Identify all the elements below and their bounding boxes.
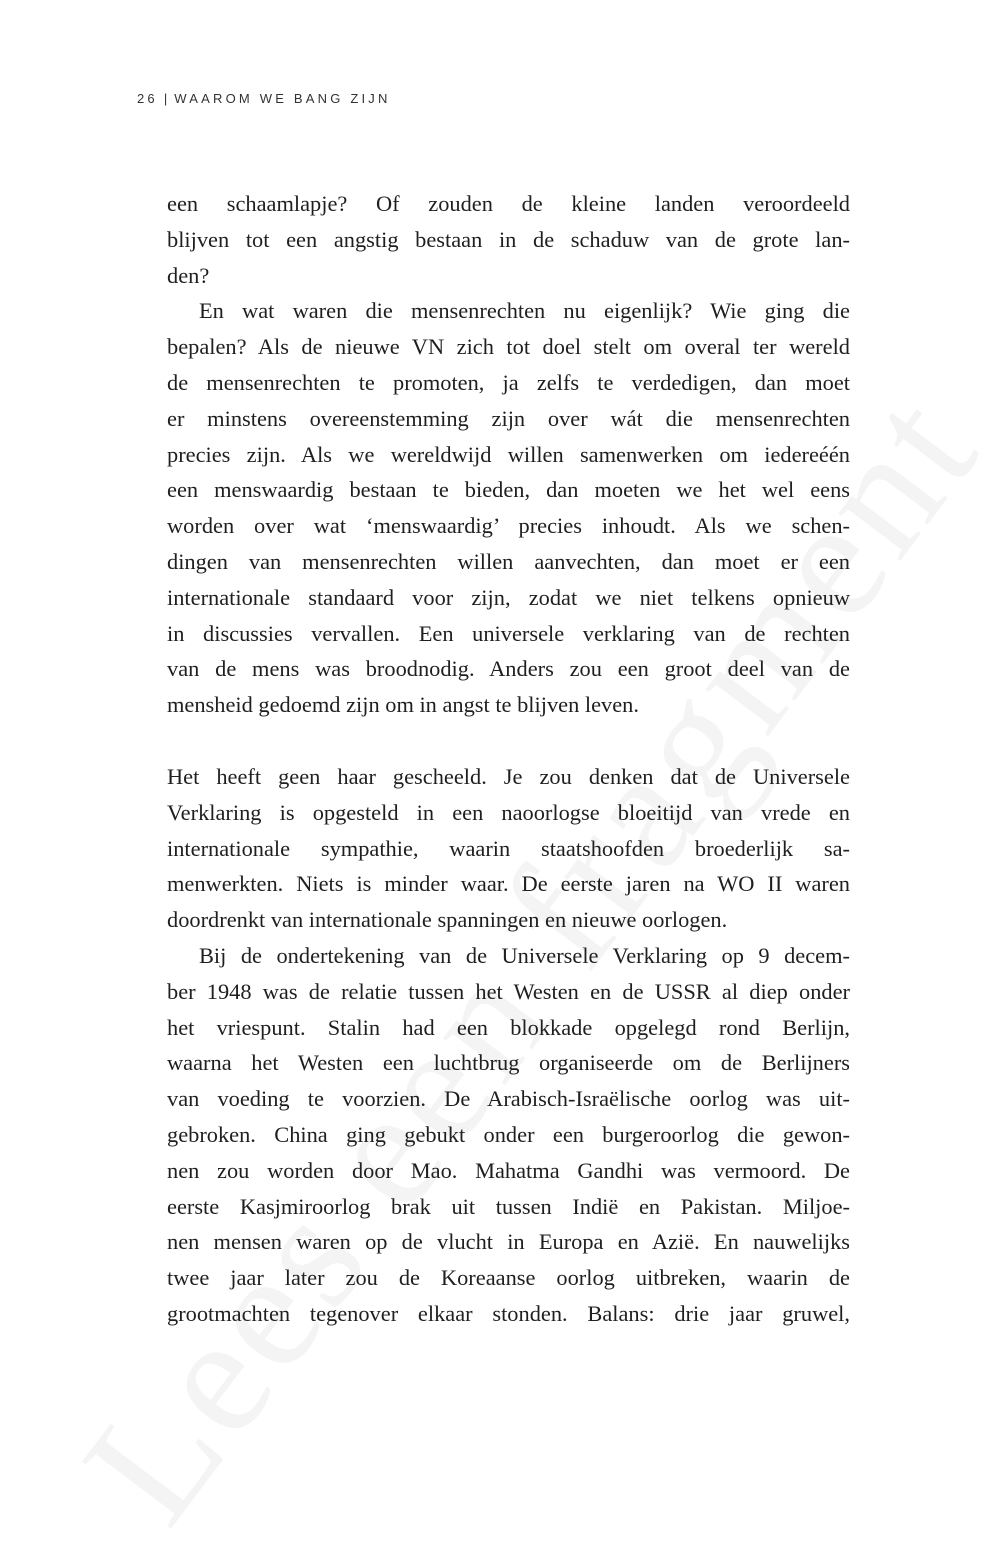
text-line: dingen van mensenrechten willen aanvechten, dan moet er een: [167, 548, 850, 574]
text-line: een schaamlapje? Of zouden de kleine landen veroordeeld: [167, 191, 850, 216]
text-line: worden over wat ‘menswaardig’ precies inhoudt. Als we schen-: [167, 513, 850, 539]
text-line: van de mens was broodnodig. Anders zou een groot deel van de: [167, 656, 850, 682]
text-line: Bij de ondertekening van de Universele Verklaring op 9 decem-: [199, 942, 850, 968]
page-number: 26: [137, 91, 158, 106]
text-line: er minstens overeenstemming zijn over wát die mensenrechten: [167, 405, 850, 431]
text-line: menwerkten. Niets is minder waar. De eerste jaren na WO II waren: [167, 871, 850, 897]
text-line: blijven tot een angstig bestaan in de schaduw van de grote lan-: [167, 226, 850, 252]
text-line: internationale sympathie, waarin staatshoofden broederlijk sa-: [167, 835, 850, 861]
text-line: internationale standaard voor zijn, zodat we niet telkens opnieuw: [167, 584, 850, 610]
text-line: Verklaring is opgesteld in een naoorlogse bloeitijd van vrede en: [167, 799, 850, 825]
text-line: grootmachten tegenover elkaar stonden. Balans: drie jaar gruwel,: [167, 1300, 850, 1326]
text-line: precies zijn. Als we wereldwijd willen samenwerken om iedereéén: [167, 441, 850, 467]
text-line: de mensenrechten te promoten, ja zelfs te verdedigen, dan moet: [167, 369, 850, 395]
text-line: doordrenkt van internationale spanningen en nieuwe oorlogen.: [167, 907, 728, 933]
body-text: [167, 186, 850, 1332]
text-line: den?: [167, 262, 210, 288]
text-line: nen zou worden door Mao. Mahatma Gandhi was vermoord. De: [167, 1157, 850, 1183]
chapter-title: WAAROM WE BANG ZIJN: [174, 91, 391, 106]
text-line: ber 1948 was de relatie tussen het Westen en de USSR al diep onder: [167, 978, 850, 1004]
text-line: een menswaardig bestaan te bieden, dan moeten we het wel eens: [167, 477, 850, 503]
section-break: [167, 723, 850, 759]
header-separator: |: [163, 91, 168, 106]
text-line: het vriespunt. Stalin had een blokkade opgelegd rond Berlijn,: [167, 1014, 850, 1040]
text-line: gebroken. China ging gebukt onder een burgeroorlog die gewon-: [167, 1121, 850, 1147]
text-line: bepalen? Als de nieuwe VN zich tot doel stelt om overal ter wereld: [167, 334, 850, 360]
text-line: En wat waren die mensenrechten nu eigenlijk? Wie ging die: [199, 298, 850, 324]
text-line: twee jaar later zou de Koreaanse oorlog uitbreken, waarin de: [167, 1265, 850, 1291]
text-line: Het heeft geen haar gescheeld. Je zou denken dat de Universele: [167, 763, 850, 789]
text-line: waarna het Westen een luchtbrug organiseerde om de Berlijners: [167, 1050, 850, 1076]
text-line: mensheid gedoemd zijn om in angst te blijven leven.: [167, 692, 639, 718]
text-line: van voeding te voorzien. De Arabisch-Israëlische oorlog was uit-: [167, 1086, 850, 1112]
text-line: eerste Kasjmiroorlog brak uit tussen Indië en Pakistan. Miljoe-: [167, 1193, 850, 1219]
text-line: nen mensen waren op de vlucht in Europa en Azië. En nauwelijks: [167, 1229, 850, 1255]
running-header: [137, 91, 391, 106]
text-line: in discussies vervallen. Een universele verklaring van de rechten: [167, 620, 850, 646]
